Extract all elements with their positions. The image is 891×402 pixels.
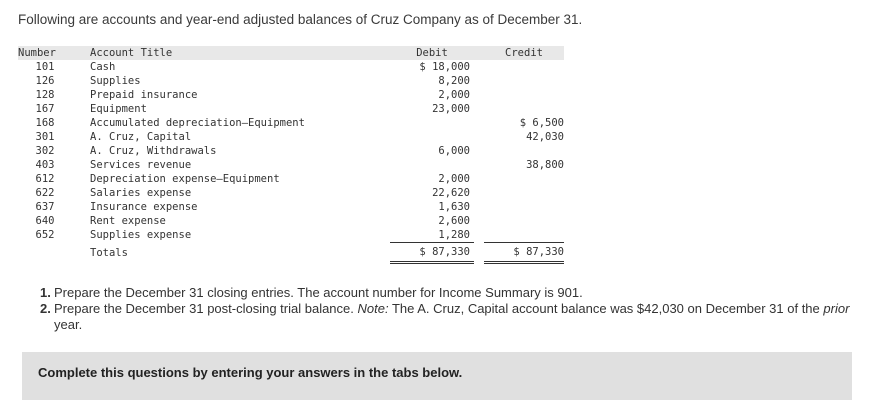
totals-row: [18, 243, 564, 263]
credit-amount: $ 6,500: [519, 117, 564, 129]
credit-amount: [484, 228, 564, 243]
debit-amount: 23,000: [432, 103, 470, 115]
account-number: 168: [35, 117, 55, 129]
table-row: [18, 130, 564, 144]
table-header-row: [18, 46, 564, 60]
table-row: [18, 88, 564, 102]
account-title: Prepaid insurance: [90, 89, 198, 101]
table-row: [18, 102, 564, 116]
intro-text: Following are accounts and year-end adjusted balances of Cruz Company as of December 31.: [18, 12, 583, 27]
credit-amount: [484, 60, 564, 74]
account-number: 301: [35, 131, 55, 143]
instruction-number: 2.: [40, 301, 51, 316]
table-row: [18, 200, 564, 214]
account-number: 403: [35, 159, 55, 171]
table-body: [18, 60, 564, 263]
account-number: 126: [35, 75, 55, 87]
table-row: [18, 186, 564, 200]
table-row: [18, 116, 564, 130]
credit-amount: [484, 186, 564, 200]
table-row: [18, 172, 564, 186]
account-number: 612: [35, 173, 55, 185]
account-title: Services revenue: [90, 159, 192, 171]
instruction-text-before: Prepare the December 31 post-closing trial balance.: [54, 301, 358, 316]
credit-amount: [484, 144, 564, 158]
account-title: Supplies expense: [90, 229, 192, 242]
header-credit: Credit: [484, 46, 564, 60]
account-number: 637: [35, 201, 55, 213]
table-row: [18, 144, 564, 158]
credit-amount: [484, 74, 564, 88]
account-title: Depreciation expense—Equipment: [90, 173, 280, 185]
credit-amount: [484, 200, 564, 214]
account-title: Insurance expense: [90, 201, 198, 213]
debit-amount: $ 18,000: [419, 61, 470, 73]
prior-word: prior: [823, 301, 850, 316]
debit-amount: 2,000: [438, 89, 470, 101]
debit-amount: 1,280: [438, 229, 470, 241]
instruction-text: Prepare the December 31 closing entries. The account number for Income Summary is 901.: [54, 285, 583, 300]
credit-amount: [484, 102, 564, 116]
account-title: Supplies: [90, 75, 141, 87]
table-row: [18, 74, 564, 88]
totals-label: Totals: [90, 246, 128, 259]
answer-instructions-banner: [22, 352, 852, 400]
account-number: 302: [35, 145, 55, 157]
account-title: A. Cruz, Capital: [90, 131, 192, 143]
account-number: 101: [35, 61, 55, 73]
adjusted-balances-table: [18, 46, 564, 264]
table-row: [18, 158, 564, 172]
account-number: 167: [35, 103, 55, 115]
debit-amount: 8,200: [438, 75, 470, 87]
note-label: Note:: [357, 301, 389, 316]
account-title: Accumulated depreciation—Equipment: [90, 117, 305, 129]
banner-text: Complete this questions by entering your answers in the tabs below.: [38, 365, 463, 380]
instruction-item-1: [40, 285, 870, 301]
debit-amount: 2,600: [438, 215, 470, 227]
table-row: [18, 214, 564, 228]
table-row: [18, 60, 564, 74]
debit-amount: 2,000: [438, 173, 470, 185]
account-number: 640: [35, 215, 55, 227]
account-title: Cash: [90, 61, 116, 73]
table-row: [18, 228, 564, 243]
account-title: Equipment: [90, 103, 147, 115]
instruction-item-2: [40, 301, 870, 333]
debit-amount: 1,630: [438, 201, 470, 213]
account-number: 128: [35, 89, 55, 101]
credit-amount: [484, 214, 564, 228]
debit-amount: 6,000: [438, 145, 470, 157]
instructions-list: [40, 285, 870, 333]
credit-amount: 42,030: [526, 131, 564, 143]
account-number: 652: [35, 229, 55, 242]
debit-amount: [390, 130, 474, 144]
instruction-text-after: year.: [54, 317, 83, 332]
instruction-text-middle: The A. Cruz, Capital account balance was $42,030 on December 31 of the: [388, 301, 824, 316]
account-title: Rent expense: [90, 215, 166, 227]
credit-amount: [484, 88, 564, 102]
credit-amount: [484, 172, 564, 186]
debit-amount: [390, 116, 474, 130]
debit-amount: 22,620: [432, 187, 470, 199]
instruction-number: 1.: [40, 285, 51, 300]
header-account-title: Account Title: [72, 46, 390, 60]
account-number: 622: [35, 187, 55, 199]
header-debit: Debit: [390, 46, 474, 60]
header-number: Number: [18, 46, 72, 60]
totals-credit: $ 87,330: [484, 243, 564, 263]
totals-debit: $ 87,330: [390, 243, 474, 263]
account-title: A. Cruz, Withdrawals: [90, 145, 217, 157]
debit-amount: [390, 158, 474, 172]
credit-amount: 38,800: [526, 159, 564, 171]
account-title: Salaries expense: [90, 187, 192, 199]
